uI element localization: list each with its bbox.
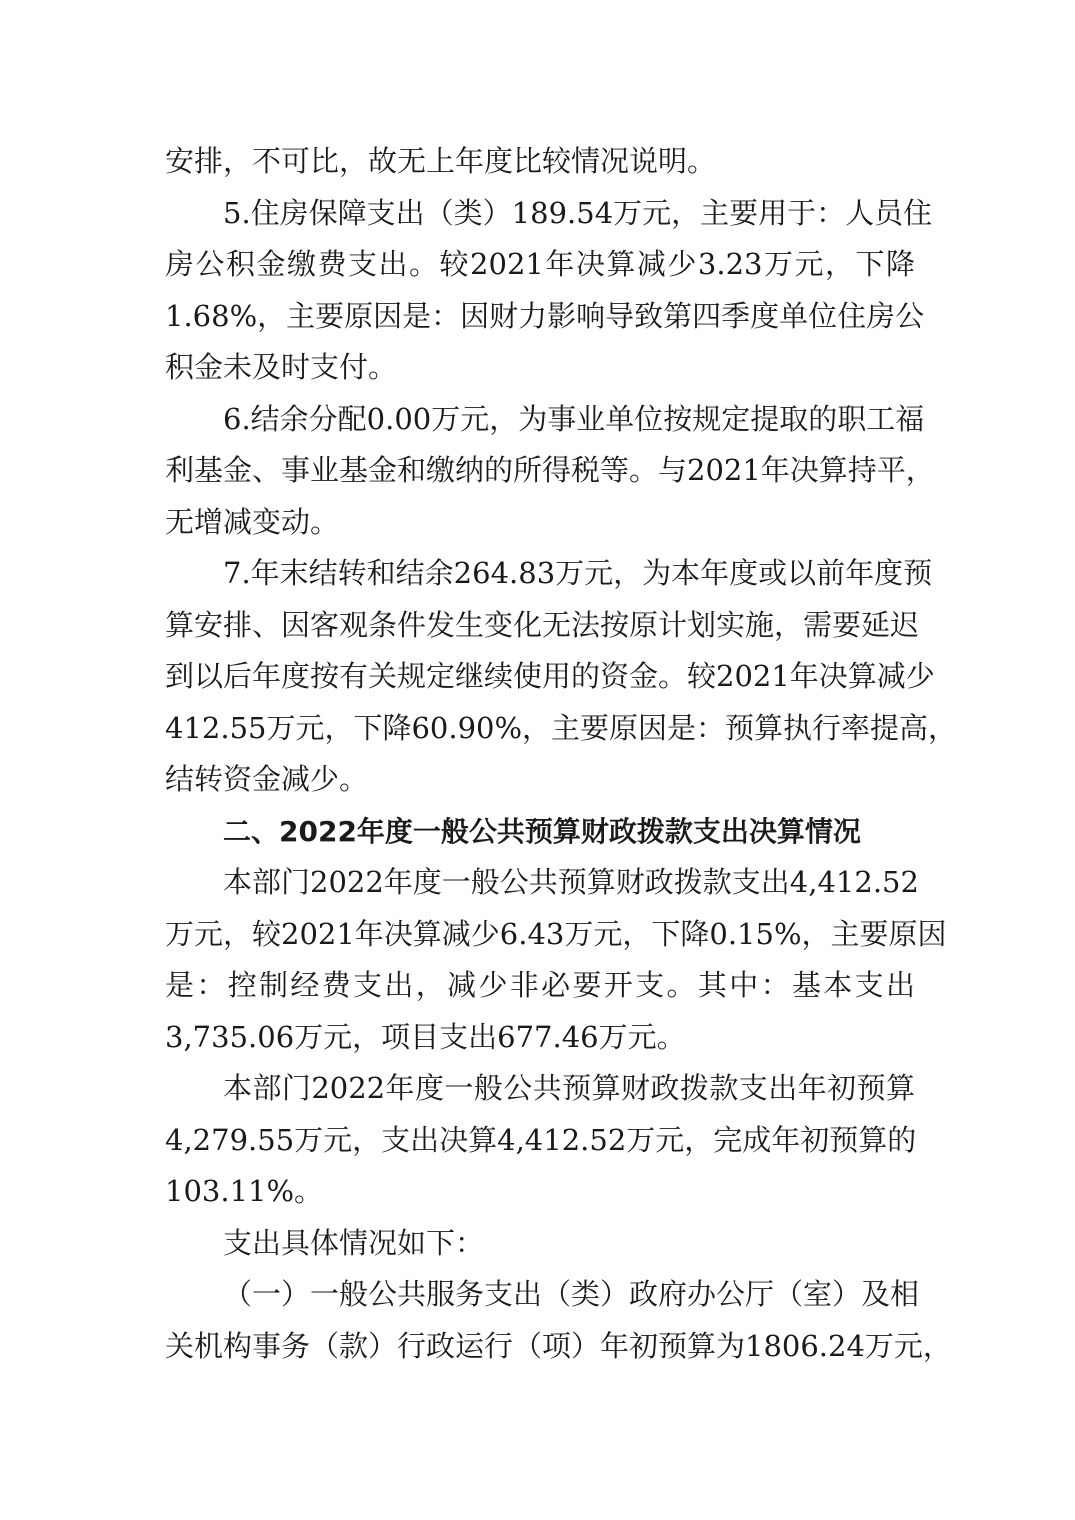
- paragraph-line: 算安排、因客观条件发生变化无法按原计划实施，需要延迟: [165, 607, 920, 642]
- paragraph-line: 到以后年度按有关规定继续使用的资金。较2021年决算减少: [165, 659, 935, 693]
- paragraph-line: 6.结余分配0.00万元，为事业单位按规定提取的职工福: [223, 401, 925, 436]
- paragraph-line: 无增减变动。: [165, 504, 340, 539]
- document-page: [165, 136, 958, 1372]
- paragraph-line: 利基金、事业基金和缴纳的所得税等。与2021年决算持平，: [165, 453, 935, 487]
- paragraph-line: 支出具体情况如下：: [223, 1225, 485, 1260]
- section-heading: 二、2022年度一般公共预算财政拨款支出决算情况: [223, 814, 861, 848]
- paragraph-line: 4,279.55万元，支出决算4,412.52万元，完成年初预算的: [165, 1122, 917, 1157]
- paragraph-line: 关机构事务（款）行政运行（项）年初预算为1806.24万元，: [165, 1328, 952, 1363]
- paragraph-line: 5.住房保障支出（类）189.54万元，主要用于：人员住: [223, 195, 933, 230]
- paragraph-line: 103.11%。: [165, 1174, 324, 1208]
- paragraph-line: 房公积金缴费支出。较2021年决算减少3.23万元，下降: [165, 247, 915, 281]
- paragraph-line: 积金未及时支付。: [165, 350, 398, 384]
- paragraph-line: 是：控制经费支出，减少非必要开支。其中：基本支出: [165, 968, 915, 1002]
- paragraph-line: 万元，较2021年决算减少6.43万元，下降0.15%，主要原因: [165, 916, 947, 951]
- paragraph-line: 3,735.06万元，项目支出677.46万元。: [165, 1019, 686, 1054]
- paragraph-line: 本部门2022年度一般公共预算财政拨款支出年初预算: [223, 1071, 915, 1105]
- paragraph-line: 安排，不可比，故无上年度比较情况说明。: [165, 144, 717, 178]
- paragraph-line: 412.55万元，下降60.90%，主要原因是：预算执行率提高，: [165, 710, 958, 745]
- paragraph-line: 1.68%，主要原因是：因财力影响导致第四季度单位住房公: [165, 298, 925, 333]
- paragraph-line: （一）一般公共服务支出（类）政府办公厅（室）及相: [223, 1277, 920, 1311]
- paragraph-line: 结转资金减少。: [165, 762, 369, 796]
- paragraph-line: 7.年末结转和结余264.83万元，为本年度或以前年度预: [223, 556, 933, 590]
- paragraph-line: 本部门2022年度一般公共预算财政拨款支出4,412.52: [223, 865, 919, 899]
